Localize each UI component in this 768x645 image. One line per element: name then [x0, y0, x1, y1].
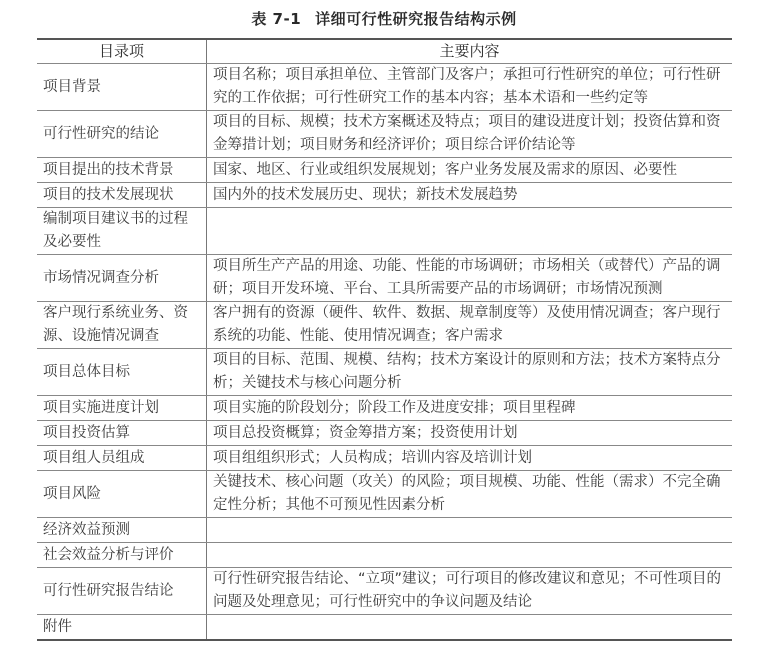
row-item: 项目背景: [37, 64, 207, 111]
table-row: [37, 111, 732, 158]
row-content: 国内外的技术发展历史、现状；新技术发展趋势: [207, 183, 733, 208]
row-content: 关键技术、核心问题（攻关）的风险；项目规模、功能、性能（需求）不完全确定性分析；其他不可预见性因素分析: [207, 471, 733, 518]
table-row: [37, 158, 732, 183]
table-row: [37, 396, 732, 421]
row-content: [207, 518, 733, 543]
table-caption: [0, 8, 768, 29]
table-row: [37, 208, 732, 255]
table-row: [37, 568, 732, 615]
table-row: [37, 615, 732, 641]
table-row: [37, 421, 732, 446]
row-content: 项目的目标、规模；技术方案概述及特点；项目的建设进度计划；投资估算和资金筹措计划；项目财务和经济评价；项目综合评价结论等: [207, 111, 733, 158]
table-row: [37, 255, 732, 302]
report-structure-table: [37, 38, 732, 641]
row-content: 项目组组织形式；人员构成；培训内容及培训计划: [207, 446, 733, 471]
table-row: [37, 543, 732, 568]
row-item: 市场情况调查分析: [37, 255, 207, 302]
row-content: 项目所生产产品的用途、功能、性能的市场调研；市场相关（或替代）产品的调研；项目开发环境、平台、工具所需要产品的市场调研；市场情况预测: [207, 255, 733, 302]
table-header-row: [37, 39, 732, 64]
row-content: [207, 543, 733, 568]
row-item: 经济效益预测: [37, 518, 207, 543]
row-item: 项目投资估算: [37, 421, 207, 446]
row-content: [207, 615, 733, 641]
table-row: [37, 471, 732, 518]
row-item: 可行性研究报告结论: [37, 568, 207, 615]
row-content: 项目实施的阶段划分；阶段工作及进度安排；项目里程碑: [207, 396, 733, 421]
row-item: 附件: [37, 615, 207, 641]
row-item: 编制项目建议书的过程及必要性: [37, 208, 207, 255]
row-content: 项目名称；项目承担单位、主管部门及客户；承担可行性研究的单位；可行性研究的工作依据；可行性研究工作的基本内容；基本术语和一些约定等: [207, 64, 733, 111]
table-row: [37, 302, 732, 349]
header-content: 主要内容: [207, 39, 733, 64]
row-content: 项目总投资概算；资金筹措方案；投资使用计划: [207, 421, 733, 446]
row-item: 项目提出的技术背景: [37, 158, 207, 183]
row-item: 社会效益分析与评价: [37, 543, 207, 568]
table-number: 表 7-1: [251, 10, 302, 28]
table-row: [37, 64, 732, 111]
table-row: [37, 518, 732, 543]
row-item: 可行性研究的结论: [37, 111, 207, 158]
header-item: 目录项: [37, 39, 207, 64]
row-item: 项目的技术发展现状: [37, 183, 207, 208]
row-item: 项目组人员组成: [37, 446, 207, 471]
row-item: 项目风险: [37, 471, 207, 518]
table-row: [37, 446, 732, 471]
row-item: 项目实施进度计划: [37, 396, 207, 421]
row-item: 客户现行系统业务、资源、设施情况调查: [37, 302, 207, 349]
table-row: [37, 349, 732, 396]
table-title: 详细可行性研究报告结构示例: [315, 10, 517, 28]
row-content: [207, 208, 733, 255]
row-content: 项目的目标、范围、规模、结构；技术方案设计的原则和方法；技术方案特点分析；关键技术与核心问题分析: [207, 349, 733, 396]
row-content: 客户拥有的资源（硬件、软件、数据、规章制度等）及使用情况调查；客户现行系统的功能、性能、使用情况调查；客户需求: [207, 302, 733, 349]
row-content: 国家、地区、行业或组织发展规划；客户业务发展及需求的原因、必要性: [207, 158, 733, 183]
table-row: [37, 183, 732, 208]
row-content: 可行性研究报告结论、“立项”建议；可行项目的修改建议和意见；不可性项目的问题及处理意见；可行性研究中的争议问题及结论: [207, 568, 733, 615]
row-item: 项目总体目标: [37, 349, 207, 396]
